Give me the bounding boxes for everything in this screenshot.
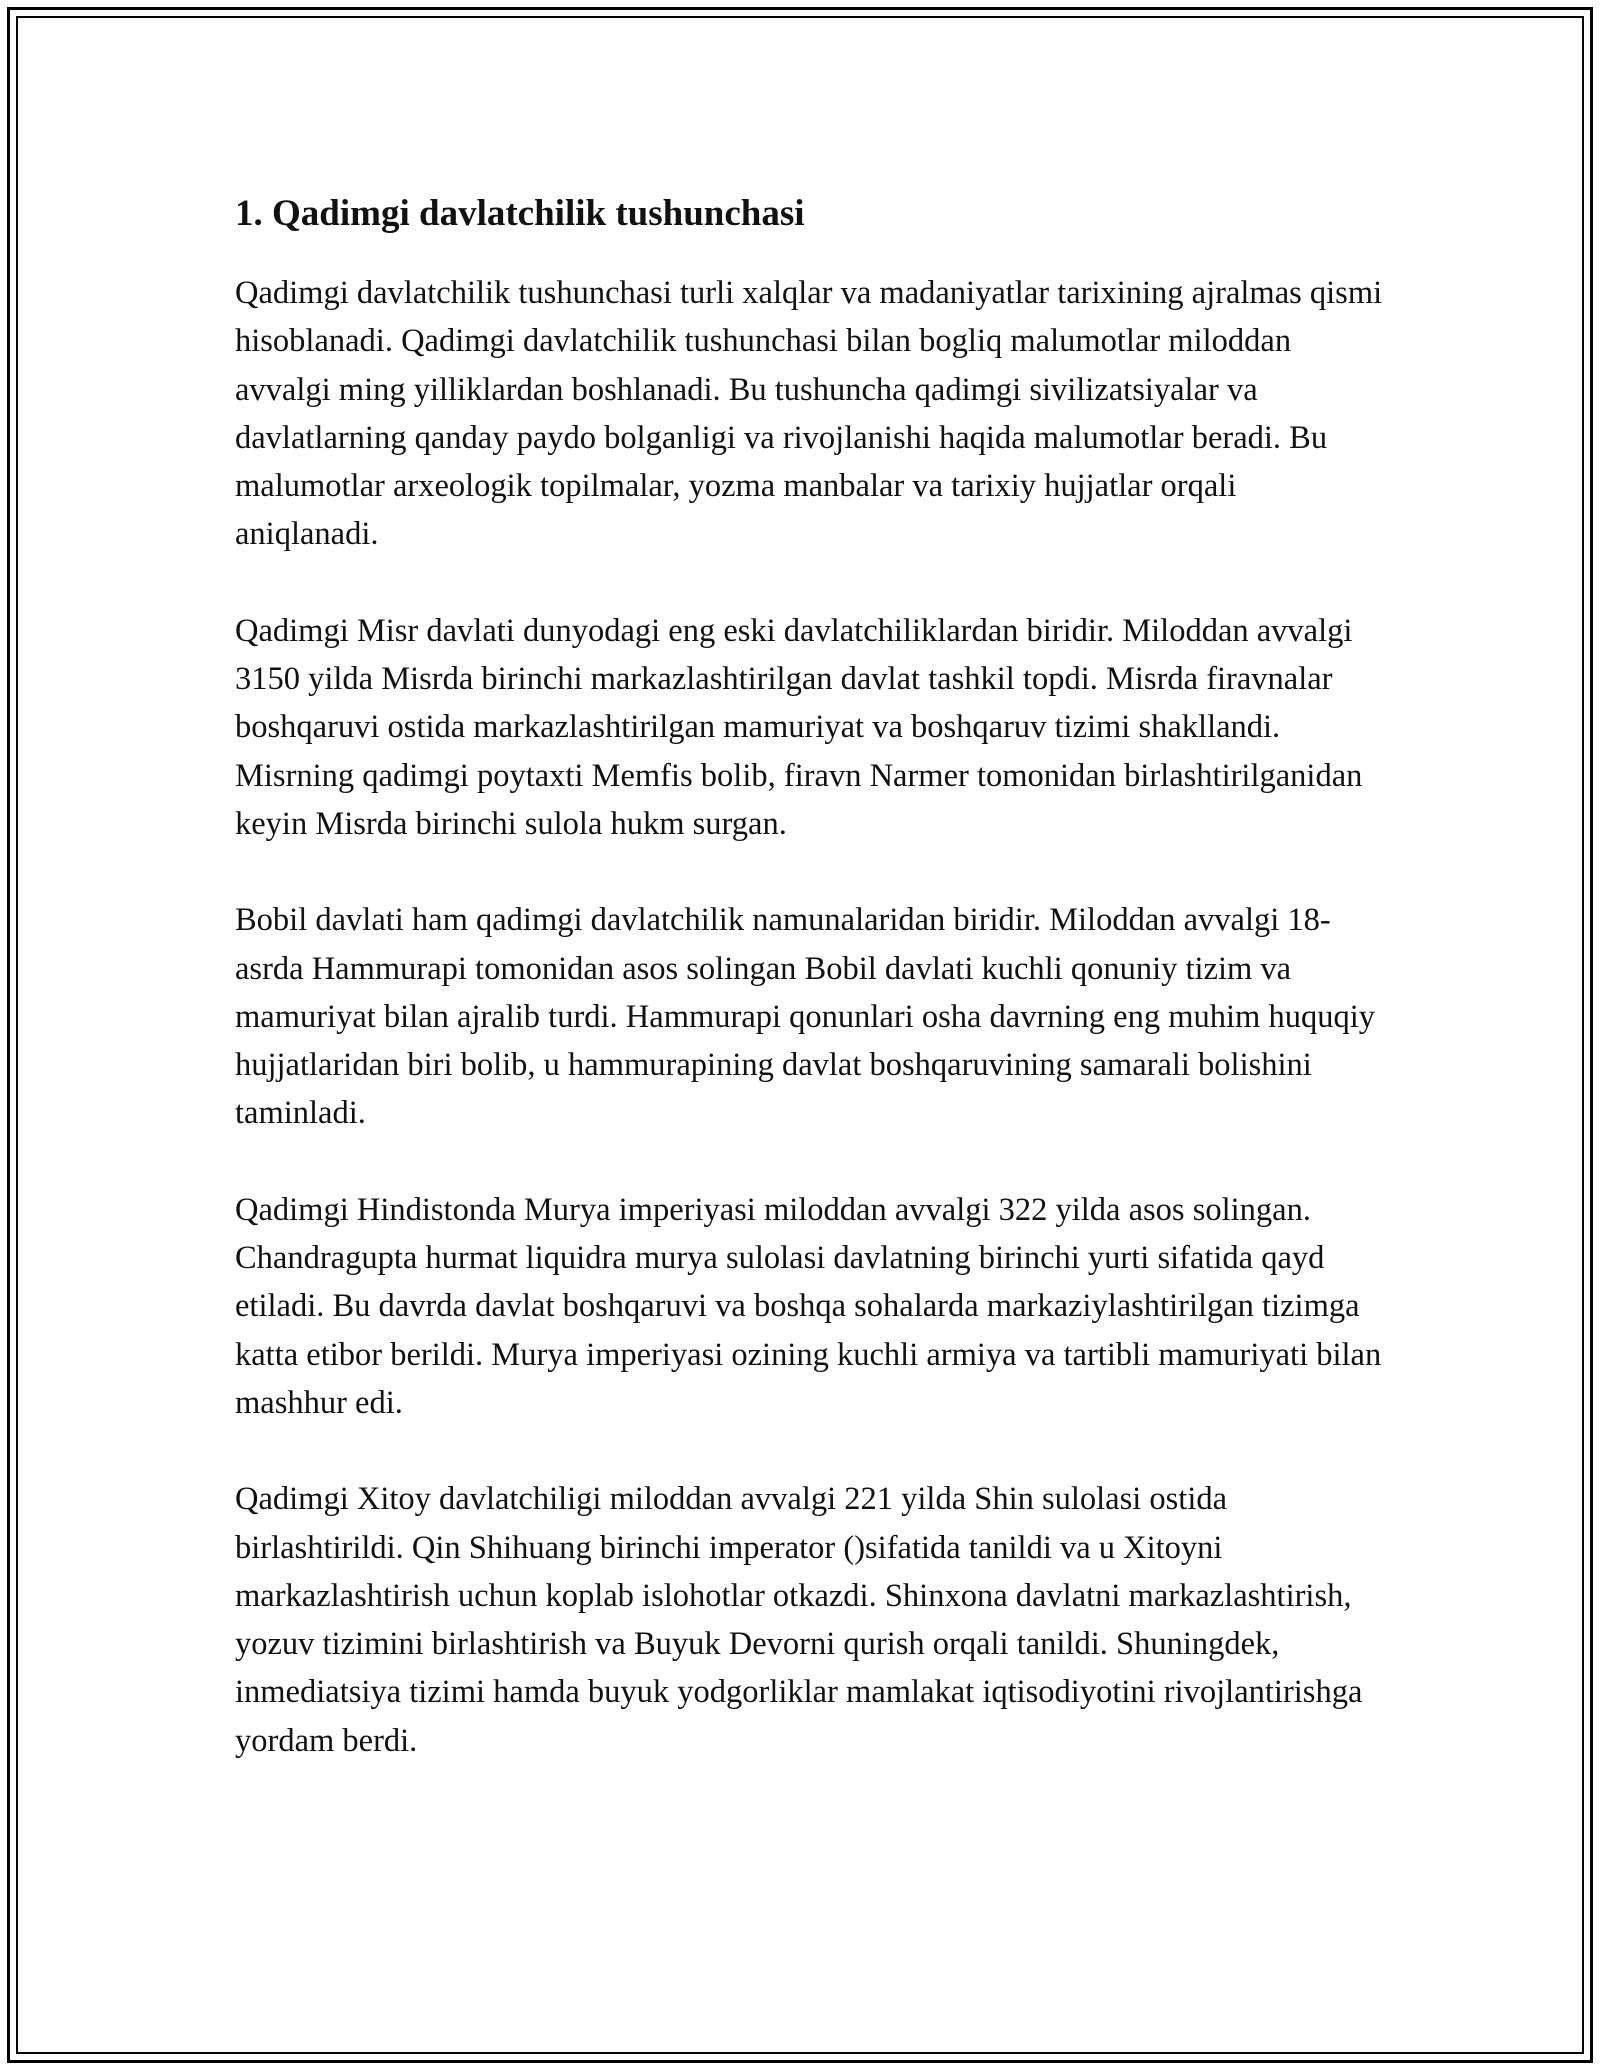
paragraph-babylon: Bobil davlati ham qadimgi davlatchilik namunalaridan biridir. Miloddan avvalgi 18-asrda Hammurapi tomonidan asos solingan Bobil davlati kuchli qonuniy tizim va mamuriyat bilan ajralib turdi. Hammurapi qonunlari osha davrning eng muhim huquqiy hujjatlaridan biri bolib, u hammurapining davlat boshqaruvining samarali bolishini taminladi. xyxy=(235,902,1375,1132)
paragraph-egypt: Qadimgi Misr davlati dunyodagi eng eski davlatchiliklardan biridir. Miloddan avvalgi 3150 yilda Misrda birinchi markazlashtirilgan davlat tashkil topdi. Misrda firavnalar boshqaruvi ostida markazlashtirilgan mamuriyat va boshqaruv tizimi shakllandi. Misrning qadimgi poytaxti Memfis bolib, firavn Narmer tomonidan birlashtirilganidan keyin Misrda birinchi sulola hukm surgan. xyxy=(235,612,1363,842)
paragraph-intro: Qadimgi davlatchilik tushunchasi turli xalqlar va madaniyatlar tarixining ajralmas qismi hisoblanadi. Qadimgi davlatchilik tushunchasi bilan bogliq malumotlar miloddan avvalgi ming yilliklardan boshlanadi. Bu tushuncha qadimgi sivilizatsiyalar va davlatlarning qanday paydo bolganligi va rivojlanishi haqida malumotlar beradi. Bu malumotlar arxeologik topilmalar, yozma manbalar va tarixiy hujjatlar orqali aniqlanadi. xyxy=(235,275,1383,553)
document-body xyxy=(235,185,1385,1813)
section-heading: 1. Qadimgi davlatchilik tushunchasi xyxy=(235,193,805,234)
paragraph-china: Qadimgi Xitoy davlatchiligi miloddan avvalgi 221 yilda Shin sulolasi ostida birlashtirildi. Qin Shihuang birinchi imperator ()sifatida tanildi va u Xitoyni markazlashtirish uchun koplab islohotlar otkazdi. Shinxona davlatni markazlashtirish, yozuv tizimini birlashtirish va Buyuk Devorni qurish orqali tanildi. Shuningdek, inmediatsiya tizimi hamda buyuk yodgorliklar mamlakat iqtisodiyotini rivojlantirishga yordam berdi. xyxy=(235,1481,1363,1759)
paragraph-india: Qadimgi Hindistonda Murya imperiyasi miloddan avvalgi 322 yilda asos solingan. Chandragupta hurmat liquidra murya sulolasi davlatning birinchi yurti sifatida qayd etiladi. Bu davrda davlat boshqaruvi va boshqa sohalarda markaziylashtirilgan tizimga katta etibor berildi. Murya imperiyasi ozining kuchli armiya va tartibli mamuriyati bilan mashhur edi. xyxy=(235,1191,1382,1421)
